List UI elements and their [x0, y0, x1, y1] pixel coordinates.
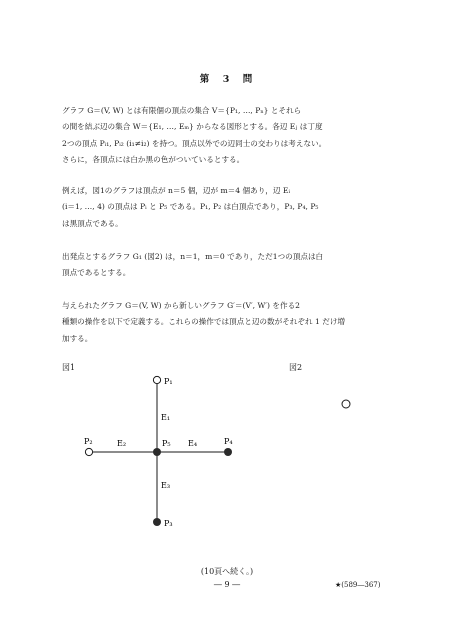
- paragraph-start-graph: 出発点とするグラフ G₁ (図2) は，n＝1，m＝0 であり，ただ1つの頂点は白 頂点であるとする。: [62, 252, 324, 278]
- vertex-label-p4: P₄: [224, 437, 233, 446]
- edge-label-e2: E₂: [117, 439, 127, 448]
- figure1-label: 図1: [62, 363, 76, 372]
- edge-label-e4: E₄: [188, 439, 198, 448]
- problem-title: 第 3 問: [199, 74, 255, 85]
- edge-label-e1: E₁: [161, 413, 171, 422]
- paragraph-definition: グラフ G＝(V, W) とは有限個の頂点の集合 V＝{P₁, …, Pₙ} とそれら の間を結ぶ辺の集合 W＝{E₁, …, Eₘ} からなる図形とする。各辺 Eⱼ は丁度 2つの頂点 Pᵢ₁, Pᵢ₂ (i₁≠i₂) を持つ。頂点以外での辺同士の交わりは考えない。 さらに，各頂点には白か黒の色がついているとする。: [62, 106, 327, 164]
- page-number: ― 9 ―: [213, 580, 241, 589]
- vertex-label-p1: P₁: [164, 377, 173, 386]
- vertex-label-p5: P₅: [162, 439, 171, 448]
- figure2-vertex: [342, 400, 350, 408]
- vertex-p3: [153, 518, 161, 526]
- vertex-p5: [153, 448, 161, 456]
- continued-note: (10頁へ続く。): [200, 567, 254, 576]
- exam-code: ★(589―367): [335, 581, 381, 589]
- paragraph-example: 例えば，図1のグラフは頂点が n＝5 個，辺が m＝4 個あり，辺 Eᵢ (i＝1, …, 4) の頂点は Pᵢ と P₅ である。P₁, P₂ は白頂点であり，P₃, P₄, P₅ は黒頂点である。: [62, 186, 319, 228]
- vertex-p2: [85, 448, 92, 455]
- vertex-label-p3: P₃: [164, 519, 173, 528]
- vertex-label-p2: P₂: [84, 437, 93, 446]
- figure2-label: 図2: [289, 363, 303, 372]
- paragraph-operations: 与えられたグラフ G＝(V, W) から新しいグラフ G′＝(V′, W′) を作る2 種類の操作を以下で定義する。これらの操作では頂点と辺の数がそれぞれ 1 だけ増 加する。: [62, 301, 346, 343]
- vertex-p1: [153, 376, 160, 383]
- edge-label-e3: E₃: [161, 481, 171, 490]
- vertex-p4: [224, 448, 232, 456]
